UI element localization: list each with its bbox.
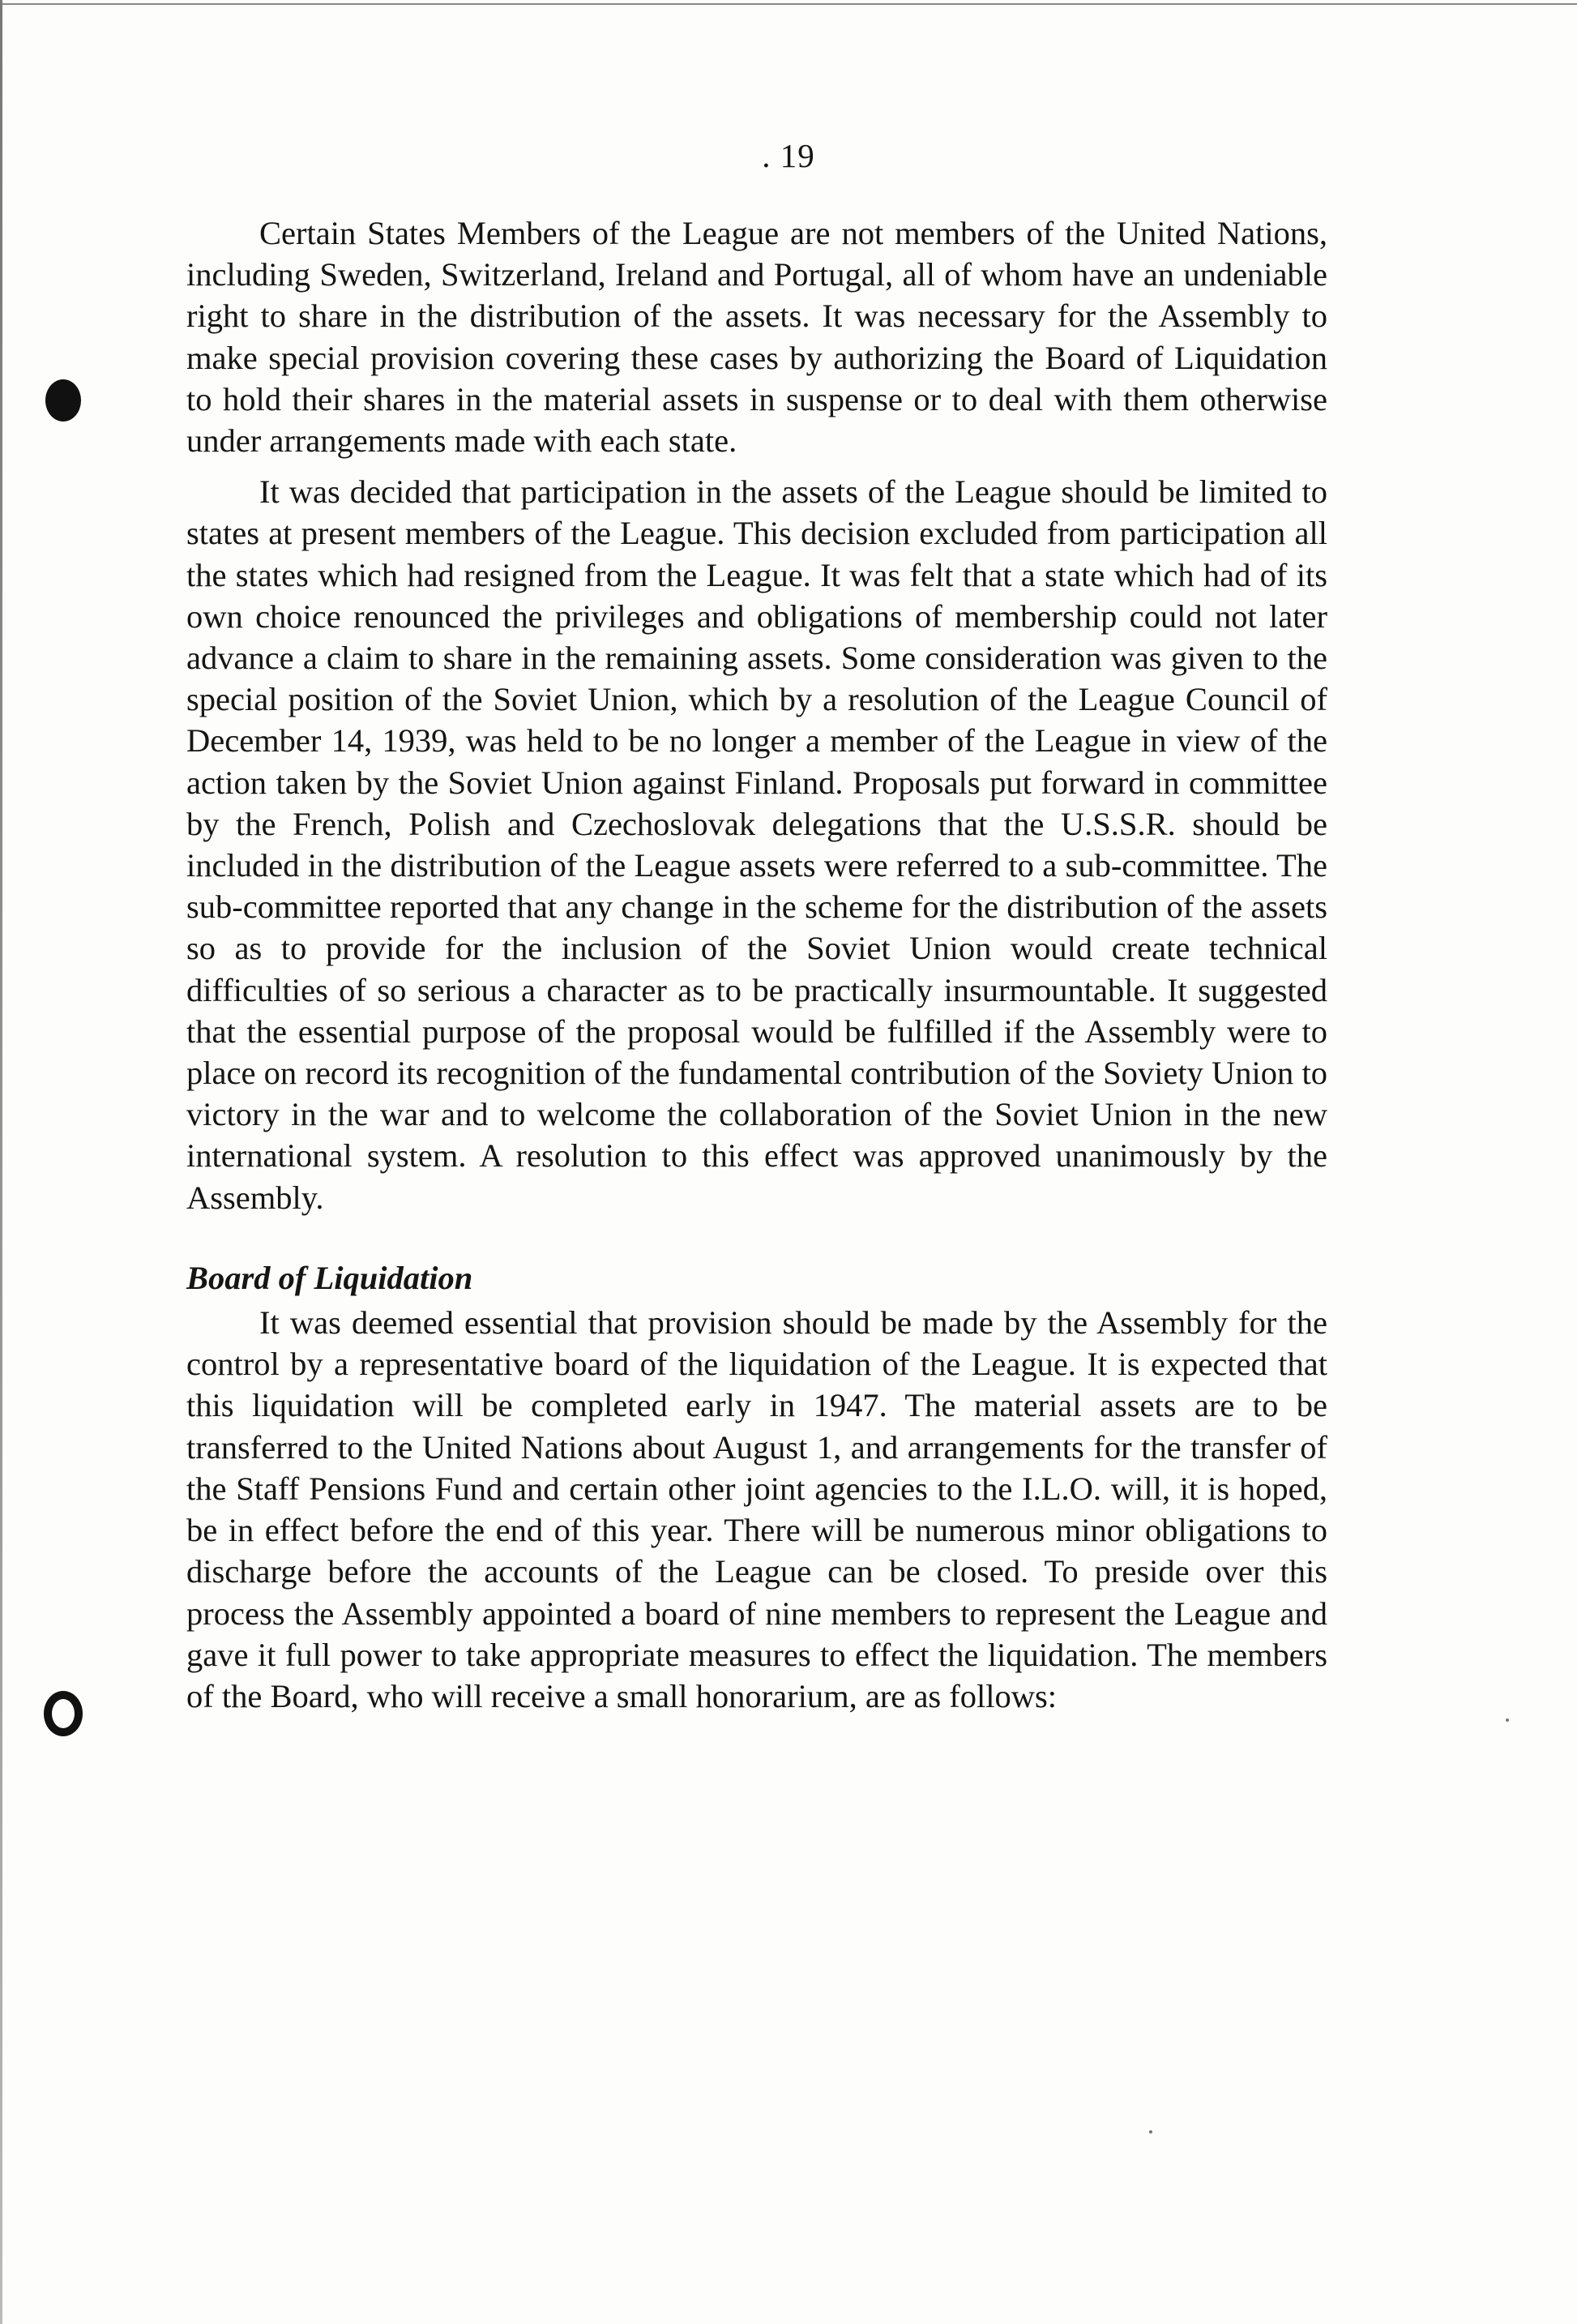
scan-speck [1149, 2130, 1152, 2134]
section-heading-board-of-liquidation: Board of Liquidation [186, 1259, 473, 1296]
paragraph-non-member-states: Certain States Members of the League are not members of the United Nations, including Sweden, Switzerland, Ireland and Portugal, all of whom have an undeniable right to share in the distribution of the assets. It was necessary for the Assembly to make special provision covering these cases by authorizing the Board of Liquidation to hold their shares in the material assets in suspense or to deal with them otherwise under arrangements made with each state. [186, 215, 1327, 460]
scan-speck [1506, 1718, 1509, 1722]
top-edge-rule [1, 3, 1577, 5]
page-number: . 19 [762, 137, 815, 174]
paragraph-participation-in-assets: It was decided that participation in the assets of the League should be limited to states at present members of the League. This decision excluded from participation all the states which had resigned from the League. It was felt that a state which had of its own choice renounced the privileges and obligations of membership could not later advance a claim to share in the remaining assets. Some consideration was given to the special position of the Soviet Union, which by a resolution of the League Council of December 14, 1939, was held to be no longer a member of the League in view of the action taken by the Soviet Union against Finland. Proposals put forward in committee by the French, Polish and Czechoslovak delegations that the U.S.S.R. should be included in the distribution of the League assets were referred to a sub-committee. The sub-committee reported that any change in the scheme for the distribution of the assets so as to provide for the inclusion of the Soviet Union would create technical difficulties of so serious a character as to be practically insurmountable. It suggested that the essential purpose of the proposal would be fulfilled if the Assembly were to place on record its recognition of the fundamental contribution of the Soviety Union to victory in the war and to welcome the collaboration of the Soviet Union in the new international system. A resolution to this effect was approved unanimously by the Assembly. [186, 473, 1327, 1216]
paragraph-board-of-liquidation: It was deemed essential that provision should be made by the Assembly for the control by a representative board of the liquidation of the League. It is expected that this liquidation will be completed early in 1947. The material assets are to be transferred to the United Nations about August 1, and arrangements for the transfer of the Staff Pensions Fund and certain other joint agencies to the I.L.O. will, it is hoped, be in effect before the end of this year. There will be numerous minor obligations to discharge before the accounts of the League can be closed. To preside over this process the Assembly appointed a board of nine members to represent the League and gave it full power to take appropriate measures to effect the liquidation. The members of the Board, who will receive a small honorarium, are as follows: [186, 1304, 1327, 1714]
document-body [186, 212, 1327, 1717]
punch-hole-mark-top [45, 379, 81, 422]
punch-hole-mark-bottom [44, 1691, 83, 1736]
left-page-edge [0, 0, 2, 2324]
